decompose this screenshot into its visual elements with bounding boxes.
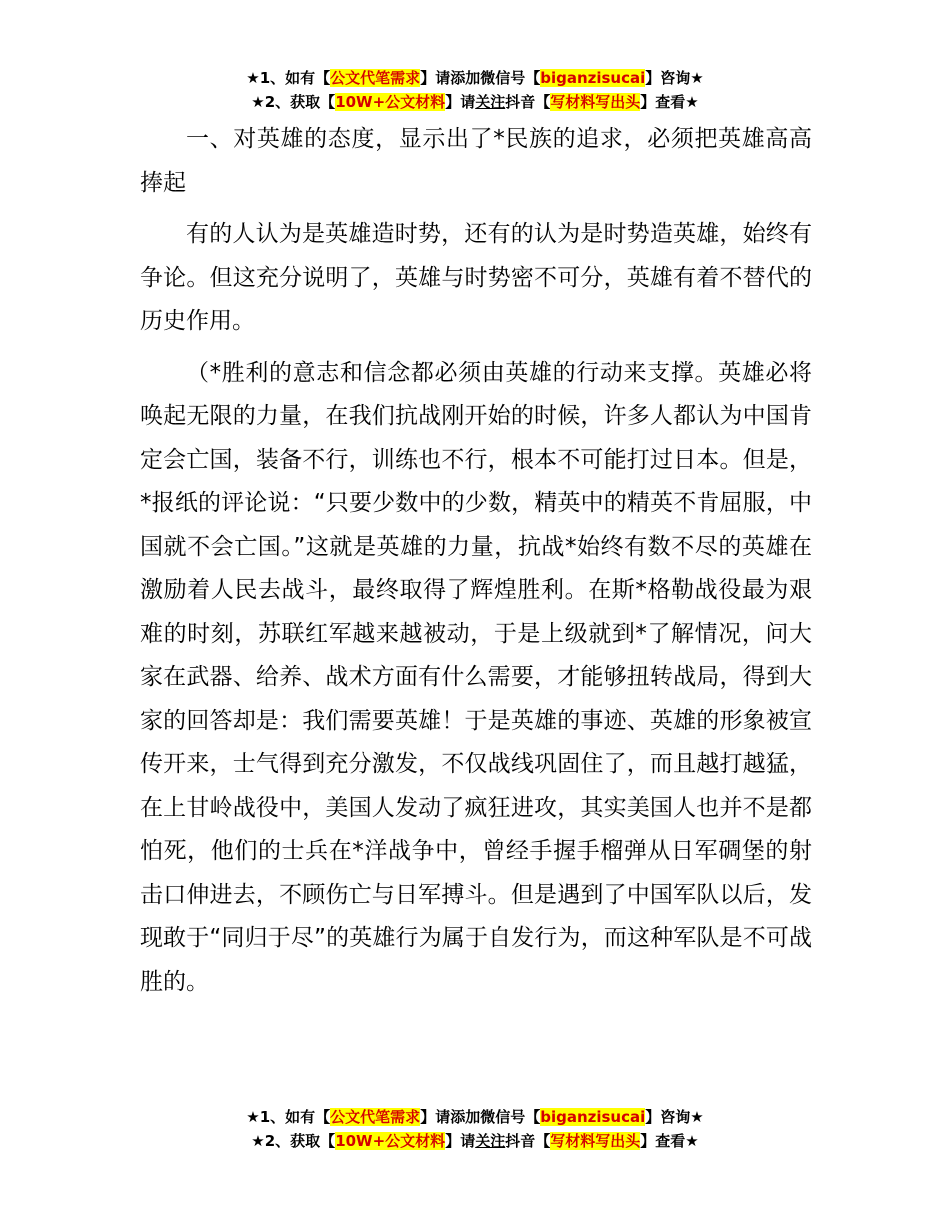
banner-highlight-ghostwriting: 公文代笔需求: [330, 69, 421, 87]
banner-line-1: [0, 66, 950, 90]
banner-line1-suffix: 】咨询★: [645, 69, 704, 87]
banner-line2-suffix: 】查看★: [640, 93, 699, 111]
banner-line2-middle-after: 抖音【: [505, 93, 551, 111]
banner-line1-middle: 】请添加微信号【: [420, 1108, 541, 1126]
banner-line1-middle: 】请添加微信号【: [420, 69, 541, 87]
banner-follow-underlined: 关注: [475, 93, 506, 111]
banner-highlight-materials: 10W+公文材料: [335, 93, 446, 111]
banner-line2-prefix: ★2、获取【: [251, 1132, 336, 1150]
banner-highlight-douyin-account: 写材料写出头: [550, 1132, 641, 1150]
paragraph-2: （*胜利的意志和信念都必须由英雄的行动来支撑。英雄必将唤起无限的力量，在我们抗战刚开始的时候，许多人都认为中国肯定会亡国，装备不行，训练也不行，根本不可能打过日本。但是，*报纸的评论说：“只要少数中的少数，精英中的精英不肯屈服，中国就不会亡国。”这就是英雄的力量，抗战*始终有数不尽的英雄在激励着人民去战斗，最终取得了辉煌胜利。在斯*格勒战役最为艰难的时刻，苏联红军越来越被动，于是上级就到*了解情况，问大家在武器、给养、战术方面有什么需要，才能够扭转战局，得到大家的回答却是：我们需要英雄！于是英雄的事迹、英雄的形象被宣传开来，士气得到充分激发，不仅战线巩固住了，而且越打越猛，在上甘岭战役中，美国人发动了疯狂进攻，其实美国人也并不是都怕死，他们的士兵在*洋战争中，曾经手握手榴弹从日军碉堡的射击口伸进去，不顾伤亡与日军搏斗。但是遇到了中国军队以后，发现敢于“同归于尽”的英雄行为属于自发行为，而这种军队是不可战胜的。: [140, 359, 812, 995]
banner-line-2: [0, 1129, 950, 1153]
banner-line-2: [0, 90, 950, 114]
banner-highlight-douyin-account: 写材料写出头: [550, 93, 641, 111]
banner-line1-suffix: 】咨询★: [645, 1108, 704, 1126]
banner-line1-prefix: ★1、如有【: [246, 1108, 331, 1126]
header-banner: [0, 66, 950, 114]
banner-line-1: [0, 1105, 950, 1129]
banner-highlight-wechat-id: biganzisucai: [540, 69, 646, 87]
banner-line2-middle-after: 抖音【: [505, 1132, 551, 1150]
footer-banner: [0, 1105, 950, 1153]
banner-highlight-materials: 10W+公文材料: [335, 1132, 446, 1150]
banner-line2-prefix: ★2、获取【: [251, 93, 336, 111]
banner-highlight-wechat-id: biganzisucai: [540, 1108, 646, 1126]
banner-follow-underlined: 关注: [475, 1132, 506, 1150]
section-heading: 一、对英雄的态度，显示出了*民族的追求，必须把英雄高高捧起: [140, 126, 812, 196]
banner-line2-suffix: 】查看★: [640, 1132, 699, 1150]
article-body: [140, 118, 812, 1012]
banner-highlight-ghostwriting: 公文代笔需求: [330, 1108, 421, 1126]
banner-line2-middle: 】请: [445, 1132, 476, 1150]
banner-line1-prefix: ★1、如有【: [246, 69, 331, 87]
banner-line2-middle: 】请: [445, 93, 476, 111]
paragraph-1: 有的人认为是英雄造时势，还有的认为是时势造英雄，始终有争论。但这充分说明了，英雄与时势密不可分，英雄有着不替代的历史作用。: [140, 221, 812, 334]
